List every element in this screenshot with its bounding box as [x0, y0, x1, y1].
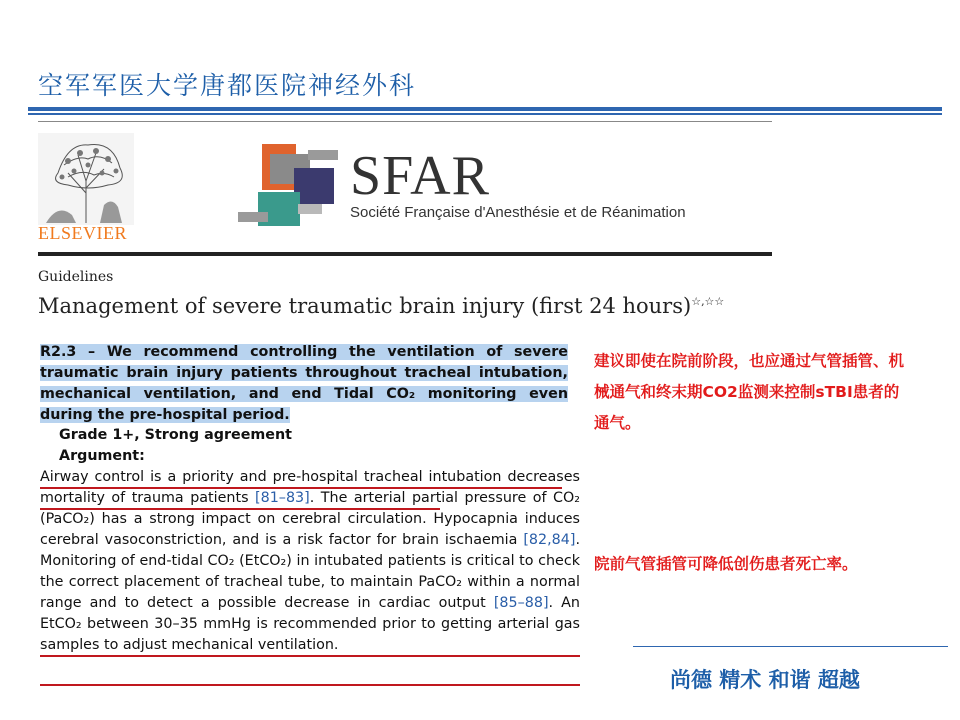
document-top-line [38, 121, 772, 122]
argument-text-4: . An EtCO₂ between 30–35 mmHg is recommended prior to getting arterial gas samples to adjust mechanical ventilation. [40, 595, 580, 653]
red-underline [40, 655, 580, 657]
sfar-name: SFAR [350, 145, 490, 207]
page-header-title: 空军军医大学唐都医院神经外科 [38, 71, 417, 100]
red-underline [40, 508, 440, 510]
header-rule-thin [28, 113, 942, 115]
article-section-label: Guidelines [38, 269, 114, 285]
recommendation-text: R2.3 – We recommend controlling the ventilation of severe traumatic brain injury patients throughout tracheal intubation, mechanical ventilation, and end Tidal CO₂ monitoring even during the pre-hospital period. [40, 344, 568, 423]
elsevier-tree-logo-icon [38, 133, 134, 225]
footer-rule [633, 646, 948, 647]
citation-link[interactable]: [82,84] [523, 532, 576, 548]
footer-motto: 尚德 精术 和谐 超越 [670, 667, 860, 692]
annotation-note-2: 院前气管插管可降低创伤患者死亡率。 [594, 555, 858, 573]
sfar-full-name: Société Française d'Anesthésie et de Réanimation [350, 204, 686, 221]
argument-text-1: Airway control is a priority and pre-hospital tracheal intubation decreases mortality of trauma patients [40, 469, 580, 506]
article-title [38, 294, 724, 318]
citation-link[interactable]: [85–88] [493, 595, 549, 611]
red-underline [40, 487, 562, 489]
argument-text-2: . The arterial partial pressure of CO₂ (PaCO₂) has a strong impact on cerebral circulation. Hypocapnia induces cerebral vasoconstriction, and is a risk factor for brain ischaemia [40, 490, 580, 548]
article-title-text: Management of severe traumatic brain injury (first 24 hours) [38, 294, 692, 318]
sfar-logo-icon [238, 142, 350, 232]
article-title-marks: ☆,☆☆ [691, 295, 725, 308]
header-rule [28, 107, 942, 111]
argument-paragraph [40, 467, 580, 656]
recommendation-grade: Grade 1+, Strong agreement [59, 427, 293, 443]
argument-text-3: . Monitoring of end-tidal CO₂ (EtCO₂) in intubated patients is critical to check the correct placement of tracheal tube, to maintain PaCO₂ within a normal range and to detect a possible decrease in cardiac output [40, 532, 580, 611]
annotation-note-1: 建议即使在院前阶段，也应通过气管插管、机械通气和终末期CO2监测来控制sTBI患者的通气。 [594, 352, 905, 432]
elsevier-wordmark: ELSEVIER [38, 223, 127, 243]
recommendation-paragraph [40, 342, 568, 426]
argument-label: Argument: [59, 448, 145, 464]
citation-link[interactable]: [81–83] [255, 490, 310, 506]
red-underline [40, 684, 580, 686]
document-header-bar [38, 252, 772, 256]
